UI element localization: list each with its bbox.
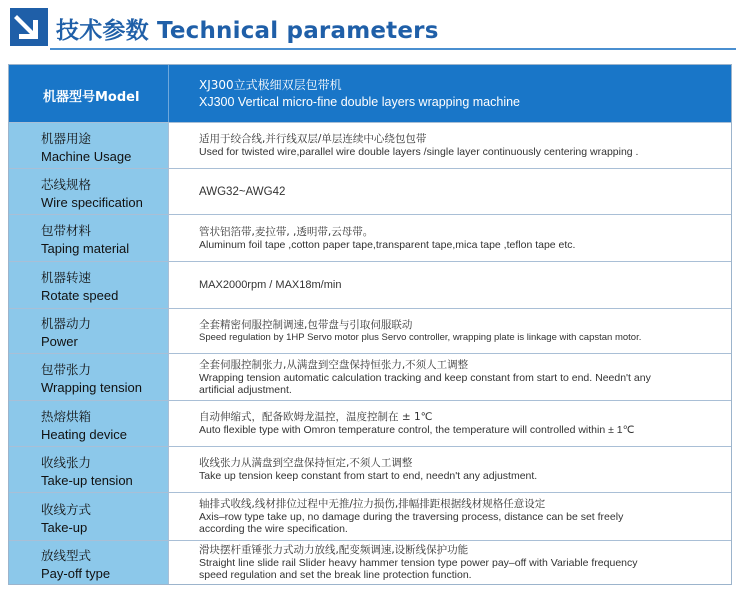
label-zh: 芯线规格 (41, 176, 92, 192)
row-label (9, 541, 169, 584)
model-value-en: XJ300 Vertical micro-fine double layers wrapping machine (199, 94, 520, 109)
label-en: Machine Usage (41, 148, 132, 164)
model-row (9, 65, 731, 122)
table-row (9, 540, 731, 584)
table-row (9, 353, 731, 400)
label-en: Pay-off type (41, 565, 111, 581)
row-label (9, 169, 169, 214)
label-zh: 收线方式 (41, 501, 92, 517)
value-zh: 全套精密伺服控制调速,包带盘与引取伺服联动 (199, 318, 413, 331)
value-en: Straight line slide rail Slider heavy hammer tension type power pay–off with Variable frequency speed regulation and set the break line protection function. (199, 557, 638, 581)
row-value (169, 354, 731, 400)
label-zh: 包带张力 (41, 362, 92, 377)
chevron-square-logo-icon (10, 8, 48, 46)
value-zh: 管状铝箔带,麦拉带, ,透明带,云母带。 (199, 225, 374, 238)
row-value (169, 401, 731, 446)
table-row (9, 308, 731, 353)
row-label (9, 447, 169, 492)
page-title: 技术参数 Technical parameters (56, 18, 439, 44)
table-row (9, 400, 731, 446)
value-en: AWG32~AWG42 (199, 185, 286, 198)
row-value (169, 447, 731, 492)
row-label (9, 262, 169, 308)
row-label (9, 215, 169, 261)
model-label-text: 机器型号Model (43, 90, 140, 105)
label-en: Heating device (41, 426, 127, 442)
label-en: Wire specification (41, 194, 143, 210)
row-label (9, 354, 169, 400)
value-en: Auto flexible type with Omron temperature control, the temperature will controlled within ± 1℃ (199, 424, 635, 436)
value-en: Speed regulation by 1HP Servo motor plus Servo controller, wrapping plate is linkage with capstan motor. (199, 331, 642, 343)
row-label (9, 401, 169, 446)
table-row (9, 492, 731, 540)
value-en: Wrapping tension automatic calculation tracking and keep constant from start to end. Needn't any artificial adjustment. (199, 371, 651, 396)
value-en: Aluminum foil tape ,cotton paper tape,transparent tape,mica tape ,teflon tape etc. (199, 238, 576, 251)
label-en: Rotate speed (41, 288, 119, 303)
row-label (9, 123, 169, 168)
row-value (169, 123, 731, 168)
row-value (169, 493, 731, 540)
table-row (9, 168, 731, 214)
label-zh: 包带材料 (41, 223, 92, 238)
label-en: Wrapping tension (41, 380, 142, 395)
label-en: Take-up (41, 519, 88, 535)
header-divider (50, 48, 736, 50)
value-zh: 自动伸缩式，配备欧姆龙温控，温度控制在 ± 1℃ (199, 411, 433, 423)
value-zh: 全套伺服控制张力,从满盘到空盘保持恒张力,不须人工调整 (199, 358, 469, 371)
table-row (9, 446, 731, 492)
table-row (9, 214, 731, 261)
row-label (9, 309, 169, 353)
value-zh: 滑块摆杆重锤张力式动力放线,配变频调速,设断线保护功能 (199, 544, 469, 556)
row-value (169, 215, 731, 261)
row-value (169, 309, 731, 353)
label-zh: 收线张力 (41, 454, 92, 470)
label-en: Take-up tension (41, 472, 133, 488)
row-value (169, 541, 731, 584)
label-en: Taping material (41, 241, 130, 256)
label-zh: 热熔烘箱 (41, 408, 92, 424)
table-row (9, 261, 731, 308)
value-en: Axis–row type take up, no damage during the traversing process, distance can be set freely according the wire specification. (199, 511, 624, 535)
spec-table (8, 64, 732, 585)
table-row (9, 122, 731, 168)
value-zh: 收线张力从满盘到空盘保持恒定,不须人工调整 (199, 457, 413, 469)
page-header (6, 6, 734, 48)
row-label (9, 493, 169, 540)
model-value-zh: XJ300立式极细双层包带机 (199, 77, 342, 92)
value-zh: 轴排式收线,线材排位过程中无推/拉力损伤,排幅排距根据线材规格任意设定 (199, 498, 546, 510)
value-en: MAX2000rpm / MAX18m/min (199, 279, 342, 291)
value-en: Used for twisted wire,parallel wire double layers /single layer continuously centering wrapping . (199, 146, 639, 158)
row-value (169, 262, 731, 308)
model-label (9, 65, 169, 122)
label-zh: 放线型式 (41, 547, 92, 563)
label-en: Power (41, 334, 78, 349)
model-value (169, 65, 731, 122)
label-zh: 机器用途 (41, 130, 92, 146)
label-zh: 机器动力 (41, 316, 92, 331)
value-en: Take up tension keep constant from start to end, needn't any adjustment. (199, 470, 538, 482)
value-zh: 适用于绞合线,并行线双层/单层连续中心绕包包带 (199, 133, 427, 145)
label-zh: 机器转速 (41, 270, 92, 285)
row-value (169, 169, 731, 214)
